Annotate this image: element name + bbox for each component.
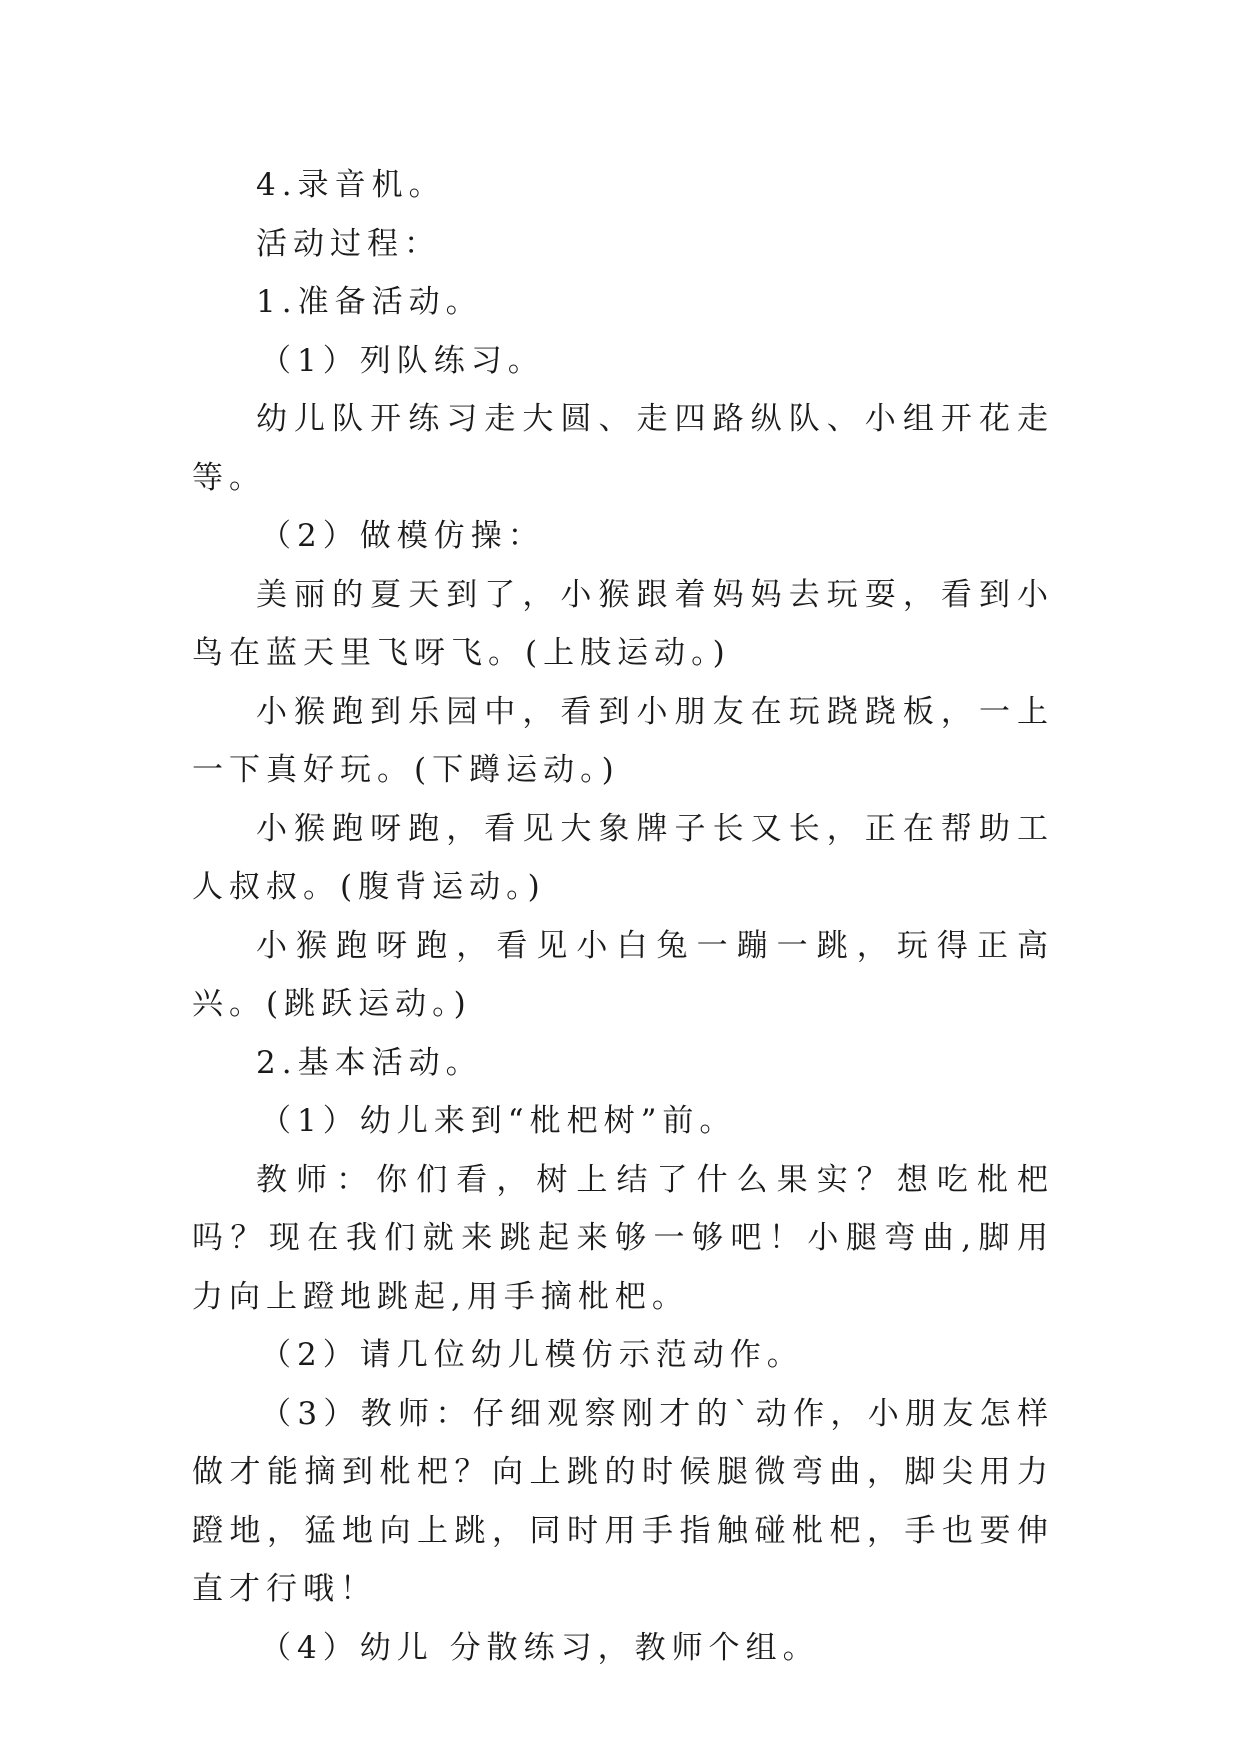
paragraph-basic-activity: 2.基本活动。 — [256, 1044, 483, 1081]
paragraph-imitation-exercise: （2）做模仿操： — [260, 518, 545, 554]
paragraph-squat: 小猴跑到乐园中，看到小朋友在玩跷跷板，一上一下真好玩。(下蹲运动。) — [192, 693, 1054, 788]
paragraph-queue-practice: （1）列队练习。 — [260, 342, 545, 379]
paragraph-item-recorder: 4.录音机。 — [256, 167, 446, 203]
paragraph-scattered-practice: （4）幼儿 分散练习，教师个组。 — [260, 1629, 820, 1666]
paragraph-teacher-observe: （3）教师：仔细观察刚才的`动作，小朋友怎样做才能摘到枇杷？向上跳的时候腿微弯曲，脚尖用力蹬地，猛地向上跳，同时用手指触碰枇杷，手也要伸直才行哦！ — [192, 1395, 1054, 1607]
paragraph-demonstration: （2）请几位幼儿模仿示范动作。 — [260, 1337, 804, 1373]
paragraph-loquat-tree: （1）幼儿来到“枇杷树”前。 — [260, 1103, 737, 1139]
paragraph-teacher-instruction: 教师：你们看，树上结了什么果实？想吃枇杷吗？现在我们就来跳起来够一够吧！小腿弯曲,脚用力向上蹬地跳起,用手摘枇杷。 — [192, 1161, 1054, 1315]
paragraph-prep-activity: 1.准备活动。 — [256, 284, 483, 320]
paragraph-activity-process: 活动过程： — [256, 225, 441, 262]
paragraph-upper-limb: 美丽的夏天到了，小猴跟着妈妈去玩耍，看到小鸟在蓝天里飞呀飞。(上肢运动。) — [192, 576, 1054, 671]
document-body — [192, 156, 1054, 1677]
paragraph-queue-details: 幼儿队开练习走大圆、走四路纵队、小组开花走等。 — [192, 401, 1054, 496]
paragraph-abdomen-back: 小猴跑呀跑，看见大象牌子长又长，正在帮助工人叔叔。(腹背运动。) — [192, 810, 1054, 905]
paragraph-jump: 小猴跑呀跑，看见小白兔一蹦一跳，玩得正高兴。(跳跃运动。) — [192, 927, 1054, 1022]
